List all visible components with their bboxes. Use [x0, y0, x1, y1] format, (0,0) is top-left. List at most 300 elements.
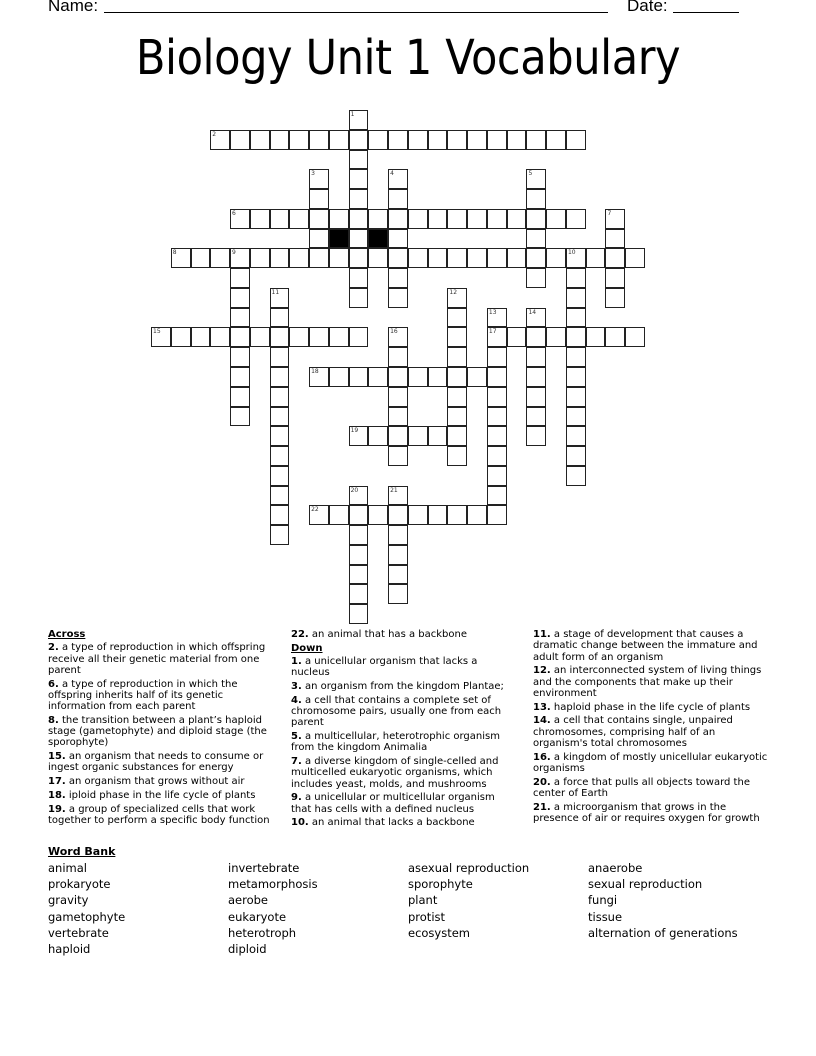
crossword-cell[interactable] [566, 248, 586, 268]
crossword-cell[interactable] [250, 248, 270, 268]
crossword-cell[interactable] [526, 367, 546, 387]
crossword-cell[interactable] [230, 407, 250, 427]
crossword-cell[interactable] [487, 446, 507, 466]
crossword-cell[interactable] [467, 367, 487, 387]
crossword-cell[interactable] [210, 327, 230, 347]
crossword-cell[interactable] [388, 525, 408, 545]
word-bank-item: gametophyte [48, 909, 126, 924]
clue-across-22 [291, 629, 511, 640]
crossword-cell[interactable] [566, 466, 586, 486]
crossword-cell[interactable] [408, 130, 428, 150]
crossword-cell[interactable] [230, 288, 250, 308]
crossword-cell[interactable] [270, 426, 290, 446]
crossword-cell[interactable] [408, 248, 428, 268]
crossword-cell[interactable] [447, 367, 467, 387]
clue-number: 21 [390, 486, 398, 494]
clue-number: 19 [350, 427, 359, 435]
clue-number: 18 [311, 368, 319, 375]
crossword-cell[interactable] [447, 347, 467, 367]
crossword-cell[interactable] [507, 209, 527, 229]
crossword-cell[interactable] [349, 150, 369, 170]
crossword-cell[interactable] [526, 387, 546, 407]
crossword-cell[interactable] [566, 367, 586, 387]
crossword-cell[interactable] [349, 584, 369, 604]
word-bank-item: metamorphosis [228, 877, 318, 892]
word-bank-item: aerobe [228, 893, 269, 908]
name-label: Name: [48, 0, 99, 15]
word-bank-item: prokaryote [48, 877, 111, 892]
clue-down-9 [291, 792, 511, 815]
clue-number-label: 11. [533, 629, 551, 640]
clues-column-3 [533, 629, 771, 826]
crossword-cell[interactable] [566, 387, 586, 407]
clue-text: a cell that contains single, unpaired chromosomes, comprising half of an organism's total chromosomes [533, 715, 733, 749]
word-bank-item: alternation of generations [588, 925, 738, 940]
crossword-cell[interactable] [526, 169, 546, 189]
word-bank-item: heterotroph [228, 925, 297, 940]
crossword-cell[interactable] [388, 248, 408, 268]
crossword-cell[interactable] [250, 327, 270, 347]
crossword-cell[interactable] [507, 130, 527, 150]
crossword-cell[interactable] [428, 209, 448, 229]
down-heading: Down [291, 642, 323, 654]
crossword-cell[interactable] [171, 327, 191, 347]
clue-number: 3 [311, 170, 315, 178]
crossword-cell[interactable] [230, 248, 250, 268]
crossword-cell[interactable] [230, 268, 250, 288]
clue-number-label: 1. [291, 655, 302, 667]
clue-number: 15 [153, 328, 161, 336]
crossword-cell[interactable] [230, 130, 250, 150]
crossword-cell[interactable] [526, 426, 546, 446]
crossword-cell[interactable] [329, 209, 349, 229]
crossword-cell[interactable] [388, 407, 408, 427]
clue-text: an animal that has a backbone [308, 629, 467, 640]
crossword-cell[interactable] [526, 308, 546, 328]
crossword-cell[interactable] [349, 525, 369, 545]
clue-text: an interconnected system of living things and the components that make up their environment [533, 665, 762, 699]
crossword-cell[interactable] [388, 446, 408, 466]
clue-down-20 [533, 777, 771, 800]
crossword-cell[interactable] [289, 248, 309, 268]
crossword-cell[interactable] [329, 130, 349, 150]
clue-number: 5 [528, 170, 533, 178]
crossword-cell[interactable] [270, 407, 290, 427]
clue-number: 8 [172, 249, 177, 257]
word-bank-item: protist [408, 909, 446, 924]
clue-number: 11 [271, 288, 280, 296]
crossword-cell[interactable] [447, 308, 467, 328]
clue-number-label: 3. [291, 680, 302, 692]
clue-number: 1 [350, 111, 355, 118]
crossword-cell[interactable] [526, 407, 546, 427]
clue-text: a force that pulls all objects toward the center of Earth [533, 776, 750, 799]
clue-across-18 [48, 790, 280, 801]
clue-down-3 [291, 681, 511, 692]
crossword-cell[interactable] [408, 209, 428, 229]
word-bank-column [588, 860, 768, 941]
crossword-cell[interactable] [447, 446, 467, 466]
crossword-cell[interactable] [349, 248, 369, 268]
clue-text: an organism from the kingdom Plantae; [301, 680, 504, 692]
crossword-cell[interactable] [349, 130, 369, 150]
crossword-cell[interactable] [191, 327, 211, 347]
crossword-cell[interactable] [546, 130, 566, 150]
crossword-cell[interactable] [566, 347, 586, 367]
crossword-cell[interactable] [428, 248, 448, 268]
word-bank-item: sporophyte [408, 877, 473, 892]
crossword-cell[interactable] [289, 130, 309, 150]
crossword-cell[interactable] [349, 327, 369, 347]
crossword-cell[interactable] [487, 308, 507, 328]
word-bank-item: sexual reproduction [588, 877, 703, 892]
crossword-cell[interactable] [388, 268, 408, 288]
crossword-cell[interactable] [447, 209, 467, 229]
crossword-cell[interactable] [368, 248, 388, 268]
crossword-cell[interactable] [270, 446, 290, 466]
crossword-cell[interactable] [309, 505, 329, 525]
crossword-cell[interactable] [349, 110, 369, 130]
crossword-cell[interactable] [349, 565, 369, 585]
crossword-cell[interactable] [388, 130, 408, 150]
crossword-cell[interactable] [388, 584, 408, 604]
clue-text: a microorganism that grows in the presence of air or requires oxygen for growth [533, 801, 760, 824]
crossword-cell[interactable] [487, 426, 507, 446]
word-bank-item: plant [408, 893, 438, 908]
crossword-cell[interactable] [388, 169, 408, 189]
crossword-cell[interactable] [349, 209, 369, 229]
clue-number: 20 [350, 486, 359, 494]
clue-number-label: 9. [291, 792, 302, 804]
crossword-cell[interactable] [270, 130, 290, 150]
word-bank-item: asexual reproduction [408, 861, 530, 875]
crossword-cell[interactable] [546, 248, 566, 268]
crossword-cell[interactable] [388, 327, 408, 347]
crossword-cell[interactable] [586, 327, 606, 347]
clue-number-label: 4. [291, 694, 302, 706]
clue-number-label: 5. [291, 730, 302, 742]
clue-number-label: 17. [48, 776, 66, 788]
crossword-cell[interactable] [329, 505, 349, 525]
clue-number-label: 8. [48, 714, 59, 726]
crossword-cell[interactable] [605, 288, 625, 308]
clue-down-5 [291, 731, 511, 754]
crossword-cell[interactable] [388, 426, 408, 446]
crossword-cell[interactable] [270, 327, 290, 347]
clue-text: a stage of development that causes a dramatic change between the immature and adult form of an organism [533, 629, 758, 663]
crossword-cell[interactable] [388, 209, 408, 229]
crossword-cell[interactable] [270, 387, 290, 407]
clue-across-15 [48, 751, 280, 774]
clue-number: 22 [311, 506, 319, 514]
crossword-cell[interactable] [309, 130, 329, 150]
crossword-cell[interactable] [526, 248, 546, 268]
clue-text: a cell that contains a complete set of chromosome pairs, usually one from each parent [291, 694, 502, 729]
crossword-cell[interactable] [487, 130, 507, 150]
crossword-cell[interactable] [230, 209, 250, 229]
crossword-cell[interactable] [210, 130, 230, 150]
crossword-cell[interactable] [526, 347, 546, 367]
crossword-cell[interactable] [368, 367, 388, 387]
name-date-header [48, 0, 748, 18]
crossword-cell[interactable] [349, 486, 369, 506]
crossword-cell[interactable] [388, 229, 408, 249]
crossword-cell[interactable] [447, 288, 467, 308]
crossword-cell[interactable] [349, 426, 369, 446]
crossword-cell[interactable] [487, 367, 507, 387]
crossword-cell[interactable] [526, 327, 546, 347]
crossword-cell[interactable] [250, 130, 270, 150]
crossword-cell[interactable] [349, 545, 369, 565]
crossword-cell[interactable] [447, 327, 467, 347]
crossword-cell[interactable] [487, 407, 507, 427]
crossword-cell[interactable] [388, 347, 408, 367]
crossword-cell[interactable] [368, 130, 388, 150]
crossword-cell[interactable] [270, 367, 290, 387]
crossword-cell[interactable] [270, 525, 290, 545]
crossword-cell[interactable] [546, 209, 566, 229]
clue-number-label: 18. [48, 789, 66, 801]
crossword-cell[interactable] [487, 505, 507, 525]
date-field[interactable] [673, 12, 739, 13]
crossword-cell[interactable] [566, 288, 586, 308]
crossword-cell[interactable] [388, 545, 408, 565]
crossword-cell[interactable] [230, 308, 250, 328]
crossword-cell[interactable] [349, 505, 369, 525]
crossword-cell[interactable] [487, 387, 507, 407]
crossword-cell[interactable] [388, 505, 408, 525]
crossword-cell[interactable] [349, 229, 369, 249]
clue-down-10 [291, 817, 511, 828]
crossword-cell[interactable] [447, 426, 467, 446]
clue-number-label: 13. [533, 701, 551, 713]
crossword-cell[interactable] [605, 229, 625, 249]
crossword-cell[interactable] [566, 308, 586, 328]
word-bank-column [48, 860, 228, 957]
word-bank-item: invertebrate [228, 861, 300, 875]
crossword-cell[interactable] [388, 486, 408, 506]
crossword-cell[interactable] [487, 209, 507, 229]
crossword-cell[interactable] [368, 505, 388, 525]
crossword-cell[interactable] [388, 367, 408, 387]
crossword-cell[interactable] [309, 367, 329, 387]
crossword-cell[interactable] [487, 327, 507, 347]
clue-number: 17 [488, 328, 497, 336]
clue-down-13 [533, 702, 771, 713]
crossword-cell[interactable] [605, 248, 625, 268]
word-bank-item: fungi [588, 893, 618, 908]
clue-down-11 [533, 629, 771, 663]
date-label: Date: [627, 0, 668, 15]
clue-down-12 [533, 665, 771, 699]
crossword-cell[interactable] [487, 248, 507, 268]
clue-number: 9 [232, 249, 236, 257]
crossword-cell[interactable] [270, 209, 290, 229]
crossword-cell[interactable] [349, 288, 369, 308]
clue-number-label: 10. [291, 817, 309, 829]
clue-text: the transition between a plant’s haploid stage (gametophyte) and diploid stage (the sporophyte) [48, 714, 267, 749]
clue-number-label: 16. [533, 751, 551, 763]
crossword-cell[interactable] [270, 308, 290, 328]
clue-number: 6 [232, 209, 236, 217]
clue-text: a kingdom of mostly unicellular eukaryotic organisms [533, 751, 768, 774]
clue-number-label: 19. [48, 803, 66, 815]
word-bank-item: haploid [48, 941, 91, 956]
crossword-cell[interactable] [467, 209, 487, 229]
crossword-cell[interactable] [349, 169, 369, 189]
crossword-cell[interactable] [388, 189, 408, 209]
clue-across-17 [48, 776, 280, 787]
crossword-cell[interactable] [566, 268, 586, 288]
word-bank-item: ecosystem [408, 925, 471, 940]
clue-number-label: 14. [533, 715, 551, 727]
crossword-cell[interactable] [625, 327, 645, 347]
name-field[interactable] [104, 12, 608, 13]
clue-text: a group of specialized cells that work together to perform a specific body function [48, 803, 270, 826]
crossword-cell[interactable] [487, 347, 507, 367]
crossword-grid [151, 110, 646, 625]
crossword-cell[interactable] [309, 229, 329, 249]
clue-down-16 [533, 752, 771, 775]
crossword-cell[interactable] [507, 248, 527, 268]
crossword-cell[interactable] [625, 248, 645, 268]
crossword-cell[interactable] [428, 367, 448, 387]
word-bank-item: anaerobe [588, 861, 643, 875]
clue-number-label: 12. [533, 665, 551, 677]
clue-text: an animal that lacks a backbone [308, 817, 475, 829]
crossword-cell[interactable] [230, 327, 250, 347]
crossword-cell[interactable] [309, 169, 329, 189]
clue-number-label: 6. [48, 678, 59, 690]
crossword-cell[interactable] [566, 426, 586, 446]
crossword-cell[interactable] [566, 209, 586, 229]
crossword-cell[interactable] [270, 248, 290, 268]
crossword-cell[interactable] [270, 486, 290, 506]
clue-number: 7 [607, 209, 612, 217]
crossword-cell[interactable] [428, 426, 448, 446]
crossword-cell[interactable] [171, 248, 191, 268]
crossword-cell[interactable] [526, 209, 546, 229]
crossword-cell[interactable] [447, 505, 467, 525]
crossword-cell[interactable] [309, 189, 329, 209]
crossword-cell[interactable] [250, 209, 270, 229]
crossword-cell[interactable] [270, 505, 290, 525]
crossword-cell[interactable] [507, 327, 527, 347]
word-bank-item: eukaryote [228, 909, 287, 924]
crossword-cell[interactable] [526, 268, 546, 288]
crossword-cell[interactable] [329, 367, 349, 387]
crossword-cell[interactable] [270, 288, 290, 308]
crossword-cell[interactable] [605, 327, 625, 347]
crossword-cell[interactable] [447, 387, 467, 407]
crossword-cell[interactable] [408, 505, 428, 525]
crossword-cell[interactable] [566, 407, 586, 427]
crossword-cell[interactable] [230, 367, 250, 387]
crossword-cell[interactable] [368, 426, 388, 446]
crossword-cell[interactable] [151, 327, 171, 347]
crossword-cell[interactable] [368, 209, 388, 229]
crossword-cell[interactable] [447, 248, 467, 268]
crossword-cell[interactable] [270, 347, 290, 367]
crossword-cell[interactable] [566, 446, 586, 466]
crossword-cell[interactable] [526, 189, 546, 209]
clues-column-1 [48, 629, 280, 828]
crossword-cell[interactable] [349, 189, 369, 209]
clue-text: an organism that grows without air [65, 776, 245, 788]
page-title: Biology Unit 1 Vocabulary [135, 30, 681, 86]
crossword-cell[interactable] [329, 327, 349, 347]
crossword-cell[interactable] [408, 367, 428, 387]
crossword-cell[interactable] [270, 466, 290, 486]
crossword-cell[interactable] [566, 327, 586, 347]
crossword-cell[interactable] [388, 565, 408, 585]
crossword-cell[interactable] [349, 268, 369, 288]
clue-text: a type of reproduction in which offspring receive all their genetic material from one parent [48, 642, 266, 676]
crossword-cell[interactable] [428, 130, 448, 150]
clue-number: 14 [528, 308, 537, 316]
crossword-cell[interactable] [447, 130, 467, 150]
crossword-cell[interactable] [230, 387, 250, 407]
crossword-cell[interactable] [309, 209, 329, 229]
crossword-cell[interactable] [329, 248, 349, 268]
clue-number-label: 7. [291, 755, 302, 767]
clue-down-21 [533, 802, 771, 825]
crossword-cell[interactable] [605, 209, 625, 229]
clue-across-2 [48, 642, 280, 676]
crossword-cell[interactable] [546, 327, 566, 347]
across-heading: Across [48, 629, 86, 640]
crossword-cell[interactable] [408, 426, 428, 446]
crossword-cell[interactable] [349, 367, 369, 387]
crossword-cell[interactable] [526, 130, 546, 150]
word-bank-item: vertebrate [48, 925, 109, 940]
clue-number: 2 [212, 130, 217, 138]
black-cell [368, 229, 388, 249]
word-bank-item: animal [48, 861, 87, 875]
clue-text: a diverse kingdom of single-celled and multicelled eukaryotic organisms, which includes yeast, molds, and mushrooms [291, 755, 499, 790]
crossword-cell[interactable] [191, 248, 211, 268]
crossword-cell[interactable] [309, 327, 329, 347]
crossword-cell[interactable] [467, 505, 487, 525]
crossword-cell[interactable] [289, 327, 309, 347]
crossword-cell[interactable] [388, 387, 408, 407]
clue-text: iploid phase in the life cycle of plants [65, 789, 256, 801]
crossword-cell[interactable] [309, 248, 329, 268]
crossword-cell[interactable] [467, 130, 487, 150]
crossword-cell[interactable] [447, 407, 467, 427]
crossword-cell[interactable] [526, 229, 546, 249]
crossword-cell[interactable] [566, 130, 586, 150]
crossword-cell[interactable] [388, 288, 408, 308]
crossword-cell[interactable] [210, 248, 230, 268]
black-cell [329, 229, 349, 249]
crossword-cell[interactable] [467, 248, 487, 268]
word-bank-item: tissue [588, 909, 623, 924]
crossword-cell[interactable] [487, 486, 507, 506]
clue-number-label: 2. [48, 642, 59, 654]
crossword-cell[interactable] [605, 268, 625, 288]
word-bank-column [228, 860, 408, 957]
crossword-cell[interactable] [289, 209, 309, 229]
clue-across-19 [48, 804, 280, 827]
clue-text: a type of reproduction in which the offspring inherits half of its genetic information from each parent [48, 678, 238, 713]
crossword-cell[interactable] [487, 466, 507, 486]
crossword-cell[interactable] [349, 604, 369, 624]
crossword-cell[interactable] [428, 505, 448, 525]
word-bank-item: gravity [48, 893, 89, 908]
crossword-cell[interactable] [230, 347, 250, 367]
crossword-cell[interactable] [586, 248, 606, 268]
